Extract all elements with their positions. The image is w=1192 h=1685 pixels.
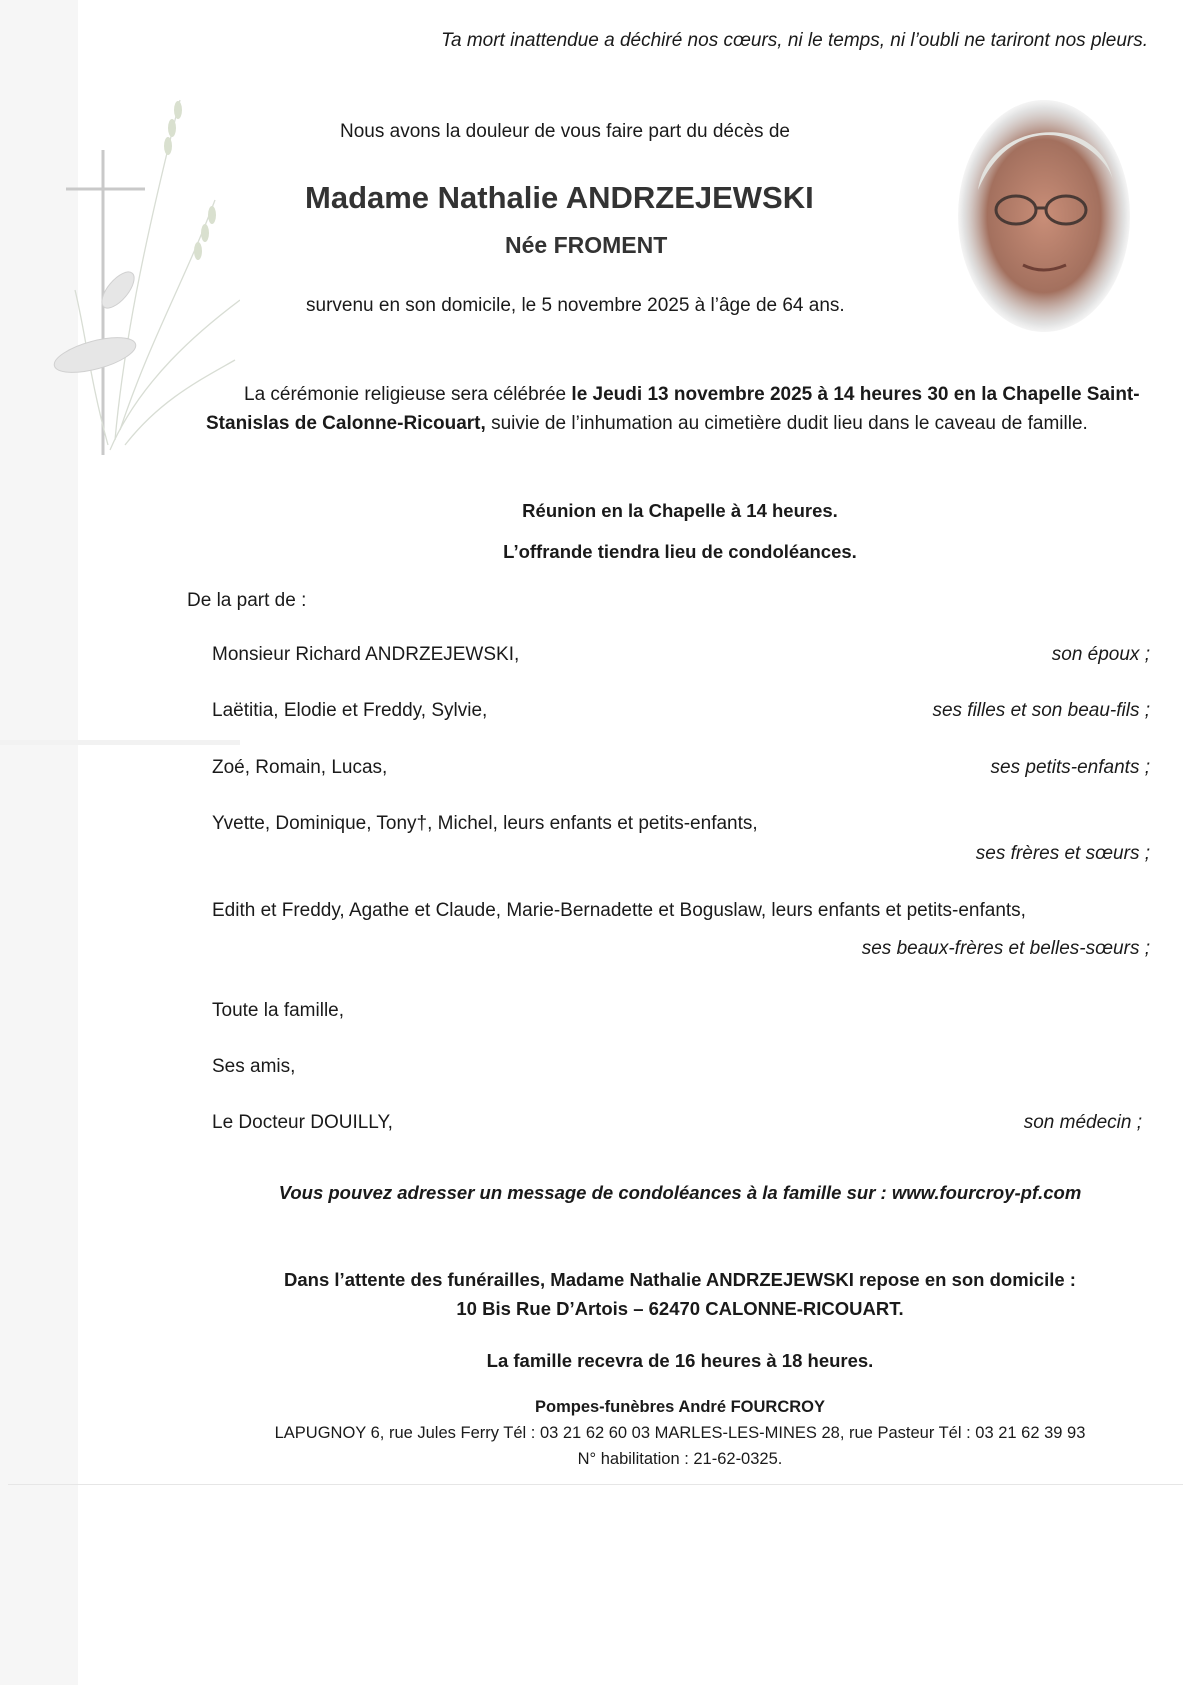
ceremony-date-place: le Jeudi 13 novembre 2025 à 14 heures 30 en la Chapelle Saint-Stanislas de Calonne-Ricouart, [206,384,1140,434]
deceased-name: Madame Nathalie ANDRZEJEWSKI [305,180,814,215]
ceremony-text-3: suivie de l’inhumation au cimetière dudit lieu dans le caveau de famille. [485,413,1088,434]
family-member-name: Laëtitia, Elodie et Freddy, Sylvie, [212,700,488,721]
family-relation: ses filles et son beau-fils ; [932,700,1150,721]
announcement-intro: Nous avons la douleur de vous faire part du décès de [340,121,790,142]
from-label: De la part de : [187,590,307,611]
repose-notice: Dans l’attente des funérailles, Madame Nathalie ANDRZEJEWSKI repose en son domicile : [284,1269,1076,1290]
family-member-name: Yvette, Dominique, Tony†, Michel, leurs enfants et petits-enfants, [212,813,758,834]
bottom-divider [8,1484,1183,1485]
family-member-name: Monsieur Richard ANDRZEJEWSKI, [212,644,520,665]
reception-hours: La famille recevra de 16 heures à 18 heures. [486,1350,874,1371]
repose-address: 10 Bis Rue D’Artois – 62470 CALONNE-RICOUART. [456,1298,904,1319]
ceremony-paragraph [206,380,1166,438]
cross-lily-wheat-decoration [0,0,240,1685]
ceremony-text-1: La cérémonie religieuse sera célébrée [244,384,572,405]
family-member-name: Zoé, Romain, Lucas, [212,757,388,778]
family-member-name: Edith et Freddy, Agathe et Claude, Marie-Bernadette et Boguslaw, leurs enfants et petits-enfants, [212,900,1026,921]
family-relation: son médecin ; [1023,1112,1142,1133]
death-notice: survenu en son domicile, le 5 novembre 2025 à l’âge de 64 ans. [306,295,845,316]
family-relation: ses frères et sœurs ; [975,843,1150,864]
epigraph: Ta mort inattendue a déchiré nos cœurs, ni le temps, ni l’oubli ne tariront nos pleurs. [441,30,1148,51]
funeral-home-addresses: LAPUGNOY 6, rue Jules Ferry Tél : 03 21 62 60 03 MARLES-LES-MINES 28, rue Pasteur Tél : 03 21 62 39 93 [274,1424,1086,1442]
birth-name: Née FROMENT [505,232,668,258]
funeral-home-license: N° habilitation : 21-62-0325. [577,1450,783,1468]
family-relation: ses beaux-frères et belles-sœurs ; [861,938,1150,959]
family-member-name: Le Docteur DOUILLY, [212,1112,393,1133]
deceased-portrait-photo [958,100,1130,332]
family-relation: son époux ; [1051,644,1150,665]
reunion-notice: Réunion en la Chapelle à 14 heures. [522,500,838,521]
family-relation: ses petits-enfants ; [990,757,1150,778]
family-member-name: Toute la famille, [212,1000,345,1021]
funeral-home-name: Pompes-funèbres André FOURCROY [534,1398,825,1416]
condolences-message: Vous pouvez adresser un message de condoléances à la famille sur : www.fourcroy-pf.com [278,1182,1082,1203]
family-member-name: Ses amis, [212,1056,296,1077]
offering-notice: L’offrande tiendra lieu de condoléances. [503,541,857,562]
